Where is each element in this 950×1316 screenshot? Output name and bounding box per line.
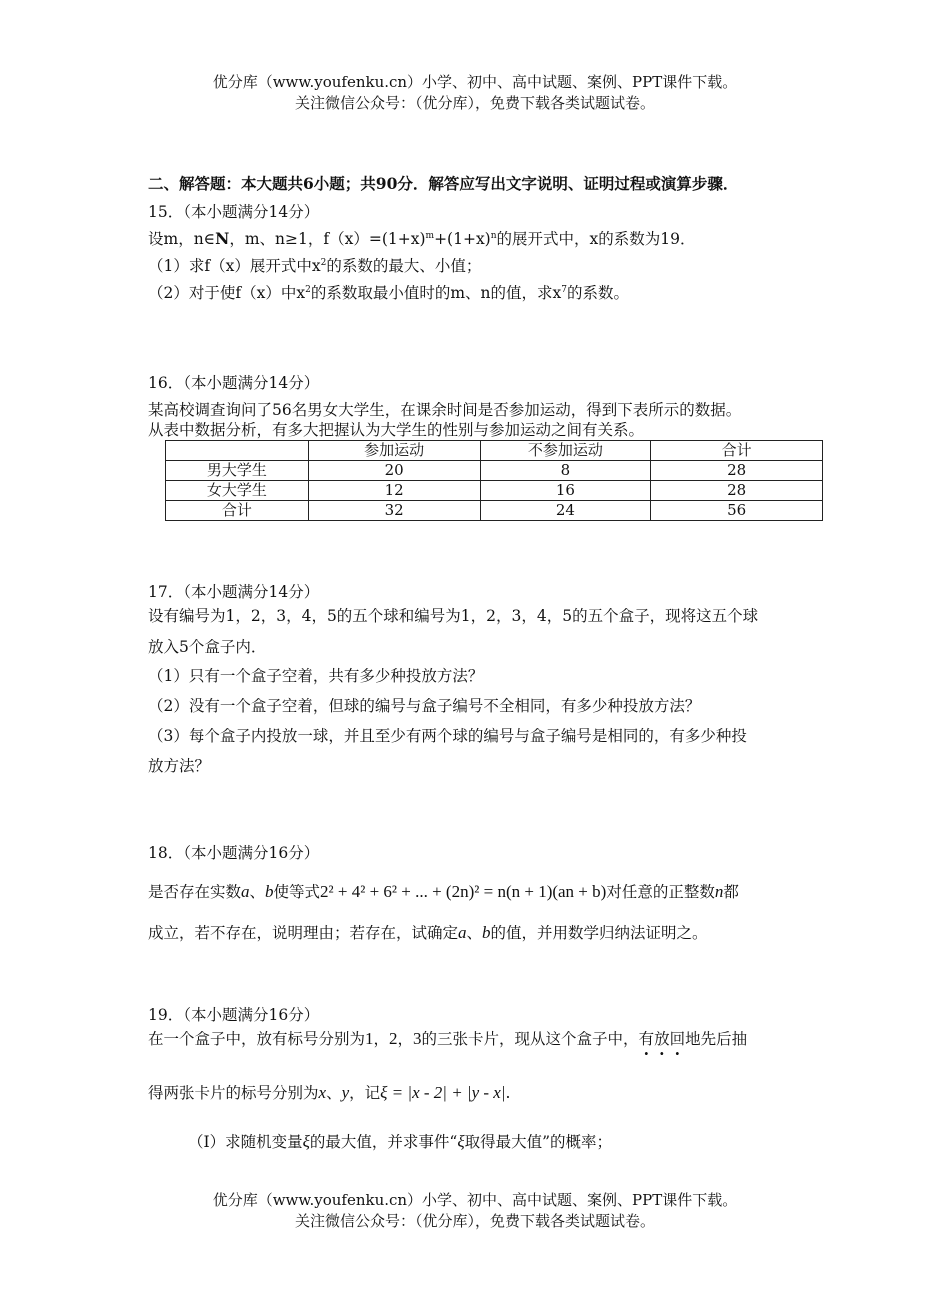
q19-text: ， bbox=[373, 1030, 390, 1048]
exp-m: m bbox=[425, 231, 435, 241]
q17-line-1: 设有编号为1，2，3，4，5的五个球和编号为1，2，3，4，5的五个盒子，现将这五个球 bbox=[148, 607, 759, 625]
card-number: 3 bbox=[413, 1029, 422, 1048]
q19-text: 取得最大值”的概率； bbox=[464, 1133, 613, 1151]
emphasis-char: 放 bbox=[654, 1030, 670, 1048]
var-b: b bbox=[482, 923, 491, 942]
var-a: a bbox=[458, 923, 467, 942]
q18-line-1 bbox=[148, 880, 739, 902]
table-header-cell: 不参加运动 bbox=[480, 441, 651, 461]
page-footer bbox=[0, 1190, 950, 1232]
table-cell: 8 bbox=[480, 461, 651, 481]
q15-intro bbox=[148, 227, 696, 249]
q17-label: 17．（本小题满分14分） bbox=[148, 583, 320, 601]
emphasis-char: 回 bbox=[669, 1030, 686, 1048]
q15-part2-text: 的系数取最小值时的m、n的值，求x bbox=[310, 284, 562, 302]
q18-text: 成立，若不存在，说明理由；若存在，试确定 bbox=[148, 924, 459, 942]
q19-text: 得两张卡片的标号分别为 bbox=[148, 1084, 319, 1102]
footer-line-1: 优分库（www.youfenku.cn）小学、初中、高中试题、案例、PPT课件下载。 bbox=[212, 1191, 738, 1209]
table-cell: 16 bbox=[480, 481, 651, 501]
table-row bbox=[166, 481, 823, 501]
q19-text: ，记 bbox=[349, 1084, 381, 1102]
table-cell: 合计 bbox=[166, 501, 309, 521]
q17-part-2: （2）没有一个盒子空着，但球的编号与盒子编号不全相同，有多少种投放方法？ bbox=[148, 697, 701, 715]
q16-line-2: 从表中数据分析，有多大把握认为大学生的性别与参加运动之间有关系。 bbox=[148, 421, 645, 439]
var-b: b bbox=[265, 882, 274, 901]
q19-text: 的三张卡片，现从这个盒子中， bbox=[421, 1030, 639, 1048]
card-number: 1 bbox=[365, 1029, 374, 1048]
table-row bbox=[166, 461, 823, 481]
var-y: y bbox=[341, 1083, 350, 1102]
var-xi: ξ bbox=[457, 1132, 465, 1151]
q19-label: 19．（本小题满分16分） bbox=[148, 1006, 320, 1024]
card-number: 2 bbox=[389, 1029, 398, 1048]
q16-data-table bbox=[165, 440, 823, 521]
emphasis-char: 有 bbox=[638, 1030, 655, 1048]
q18-label: 18．（本小题满分16分） bbox=[148, 844, 320, 862]
q15-part2-text: （2）对于使f（x）中x bbox=[148, 284, 306, 302]
q15-intro-text: 的展开式中，x的系数为19． bbox=[496, 230, 696, 248]
q19-text: 地先后抽 bbox=[685, 1030, 748, 1048]
q15-intro-text: ，m、n≥1，f（x）=(1+x) bbox=[229, 230, 426, 248]
table-row bbox=[166, 501, 823, 521]
var-n: n bbox=[714, 882, 724, 901]
set-N: N bbox=[215, 229, 230, 248]
exp-7: 7 bbox=[561, 285, 567, 295]
section-title: 二、解答题：本大题共6小题；共90分．解答应写出文字说明、证明过程或演算步骤． bbox=[148, 174, 739, 193]
header-line-1: 优分库（www.youfenku.cn）小学、初中、高中试题、案例、PPT课件下载。 bbox=[212, 73, 738, 91]
exp-n: n bbox=[490, 231, 497, 241]
q15-part-1 bbox=[148, 254, 481, 276]
q17-part-3a: （3）每个盒子内投放一球，并且至少有两个球的编号与盒子编号是相同的，有多少种投 bbox=[148, 727, 747, 745]
q18-equation: 2² + 4² + 6² + ... + (2n)² = n(n + 1)(an + b) bbox=[320, 882, 607, 901]
q18-text: 都 bbox=[723, 883, 739, 901]
q18-line-2 bbox=[148, 921, 708, 943]
footer-line-2: 关注微信公众号：（优分库），免费下载各类试题试卷。 bbox=[294, 1212, 655, 1230]
var-xi: ξ bbox=[302, 1132, 310, 1151]
q18-text: 、 bbox=[249, 883, 266, 901]
table-cell: 32 bbox=[308, 501, 480, 521]
var-a: a bbox=[241, 882, 250, 901]
q19-line-1 bbox=[148, 1027, 747, 1049]
q17-line-2: 放入5个盒子内． bbox=[148, 638, 267, 656]
table-cell: 20 bbox=[308, 461, 480, 481]
table-cell: 24 bbox=[480, 501, 651, 521]
exp-2: 2 bbox=[305, 285, 311, 295]
q17-part-3b: 放方法？ bbox=[148, 757, 211, 775]
q16-label: 16．（本小题满分14分） bbox=[148, 374, 320, 392]
table-header-cell: 合计 bbox=[651, 441, 823, 461]
q19-text: 的最大值，并求事件“ bbox=[309, 1133, 458, 1151]
q19-text: （Ⅰ）求随机变量 bbox=[188, 1133, 303, 1151]
q15-intro-text: 设m，n∈ bbox=[148, 230, 216, 248]
table-cell: 28 bbox=[651, 481, 823, 501]
q15-part1-text: 的系数的最大、小值； bbox=[326, 257, 482, 275]
q19-text: . bbox=[505, 1084, 511, 1102]
q18-text: 的值，并用数学归纳法证明之。 bbox=[490, 924, 708, 942]
q19-text: 在一个盒子中，放有标号分别为 bbox=[148, 1030, 366, 1048]
q17-part-1: （1）只有一个盒子空着，共有多少种投放方法？ bbox=[148, 667, 484, 685]
q18-text: 是否存在实数 bbox=[148, 883, 242, 901]
xi-definition: ξ = |x - 2| + |y - x| bbox=[380, 1083, 506, 1102]
table-header-cell bbox=[166, 441, 309, 461]
page-header bbox=[0, 72, 950, 114]
q15-label: 15．（本小题满分14分） bbox=[148, 203, 320, 221]
q15-part1-text: （1）求f（x）展开式中x bbox=[148, 257, 321, 275]
table-cell: 56 bbox=[651, 501, 823, 521]
q15-part2-text: 的系数。 bbox=[567, 284, 630, 302]
header-line-2: 关注微信公众号：（优分库），免费下载各类试题试卷。 bbox=[294, 94, 655, 112]
q19-part-1 bbox=[188, 1130, 612, 1152]
q19-line-2 bbox=[148, 1081, 510, 1103]
q15-intro-text: +(1+x) bbox=[434, 230, 491, 248]
table-cell: 28 bbox=[651, 461, 823, 481]
q19-text: 、 bbox=[326, 1084, 342, 1102]
exp-2: 2 bbox=[320, 258, 327, 268]
var-x: x bbox=[318, 1083, 327, 1102]
q16-line-1: 某高校调查询问了56名男女大学生，在课余时间是否参加运动，得到下表所示的数据。 bbox=[148, 401, 742, 419]
table-header-row bbox=[166, 441, 823, 461]
table-cell: 男大学生 bbox=[166, 461, 309, 481]
q18-text: 对任意的正整数 bbox=[606, 883, 715, 901]
q15-part-2 bbox=[148, 281, 629, 303]
table-cell: 女大学生 bbox=[166, 481, 309, 501]
table-cell: 12 bbox=[308, 481, 480, 501]
q19-text: ， bbox=[397, 1030, 414, 1048]
q18-text: 、 bbox=[466, 924, 483, 942]
q18-text: 使等式 bbox=[273, 883, 321, 901]
table-header-cell: 参加运动 bbox=[308, 441, 480, 461]
